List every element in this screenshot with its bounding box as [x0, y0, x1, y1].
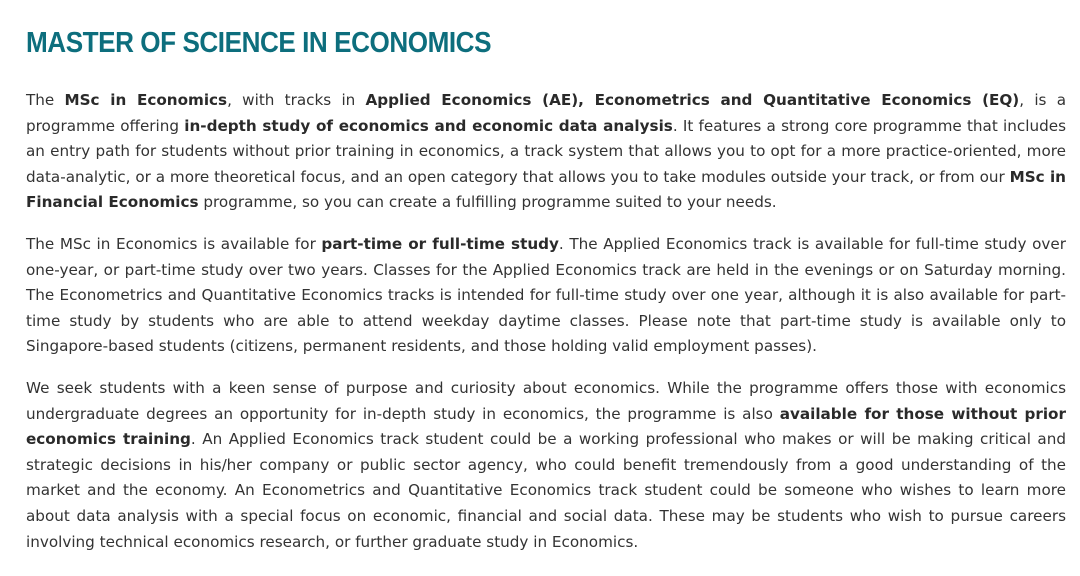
- emphasis-study-mode: part-time or full-time study: [321, 234, 559, 253]
- emphasis-no-prior-training: available for those without prior economics training: [26, 404, 1066, 449]
- emphasis-financial-economics: MSc in Financial Economics: [26, 167, 1066, 212]
- text-run: We seek students with a keen sense of purpose and curiosity about economics. While the programme offers those with economics undergraduate degrees an opportunity for in-depth study in economics, the programme is also: [26, 378, 1066, 423]
- text-run: The MSc in Economics is available for: [26, 234, 322, 253]
- text-run: The: [26, 91, 65, 109]
- text-run: , with tracks in: [227, 91, 366, 109]
- emphasis-tracks: Applied Economics (AE), Econometrics and Quantitative Economics (EQ): [365, 91, 1020, 109]
- target-students-paragraph: [26, 376, 1066, 555]
- page-title: MASTER OF SCIENCE IN ECONOMICS: [26, 27, 492, 59]
- emphasis-programme-name: MSc in Economics: [64, 91, 228, 109]
- text-run: . An Applied Economics track student could be a working professional who makes or will be making critical and strategic decisions in his/her company or public sector agency, who could benefit tremendously from a good understanding of the market and the economy. An Econometrics and Quantitative Economics track student could be someone who wishes to learn more about data analysis with a special focus on economic, financial and social data. These may be students who wish to pursue careers involving technical economics research, or further graduate study in Economics.: [26, 430, 1066, 551]
- emphasis-study-focus: in-depth study of economics and economic data analysis: [184, 116, 673, 135]
- study-mode-paragraph: [26, 232, 1066, 360]
- text-run: . It features a strong core programme that includes an entry path for students without prior training in economics, a track system that allows you to opt for a more practice-oriented, more data-analytic, or a more theoretical focus, and an open category that allows you to take modules outside your track, or from our: [26, 116, 1066, 186]
- text-run: , is a programme offering: [26, 91, 1067, 135]
- text-run: programme, so you can create a fulfilling programme suited to your needs.: [198, 193, 777, 212]
- text-run: . The Applied Economics track is available for full-time study over one-year, or part-time study over two years. Classes for the Applied Economics track are held in the evenings or on Saturday morning. The Econometrics and Quantitative Economics tracks is intended for full-time study over one year, although it is also available for part-time study by students who are able to attend weekday daytime classes. Please note that part-time study is available only to Singapore-based students (citizens, permanent residents, and those holding valid employment passes).: [26, 234, 1066, 356]
- intro-paragraph: [26, 88, 1066, 216]
